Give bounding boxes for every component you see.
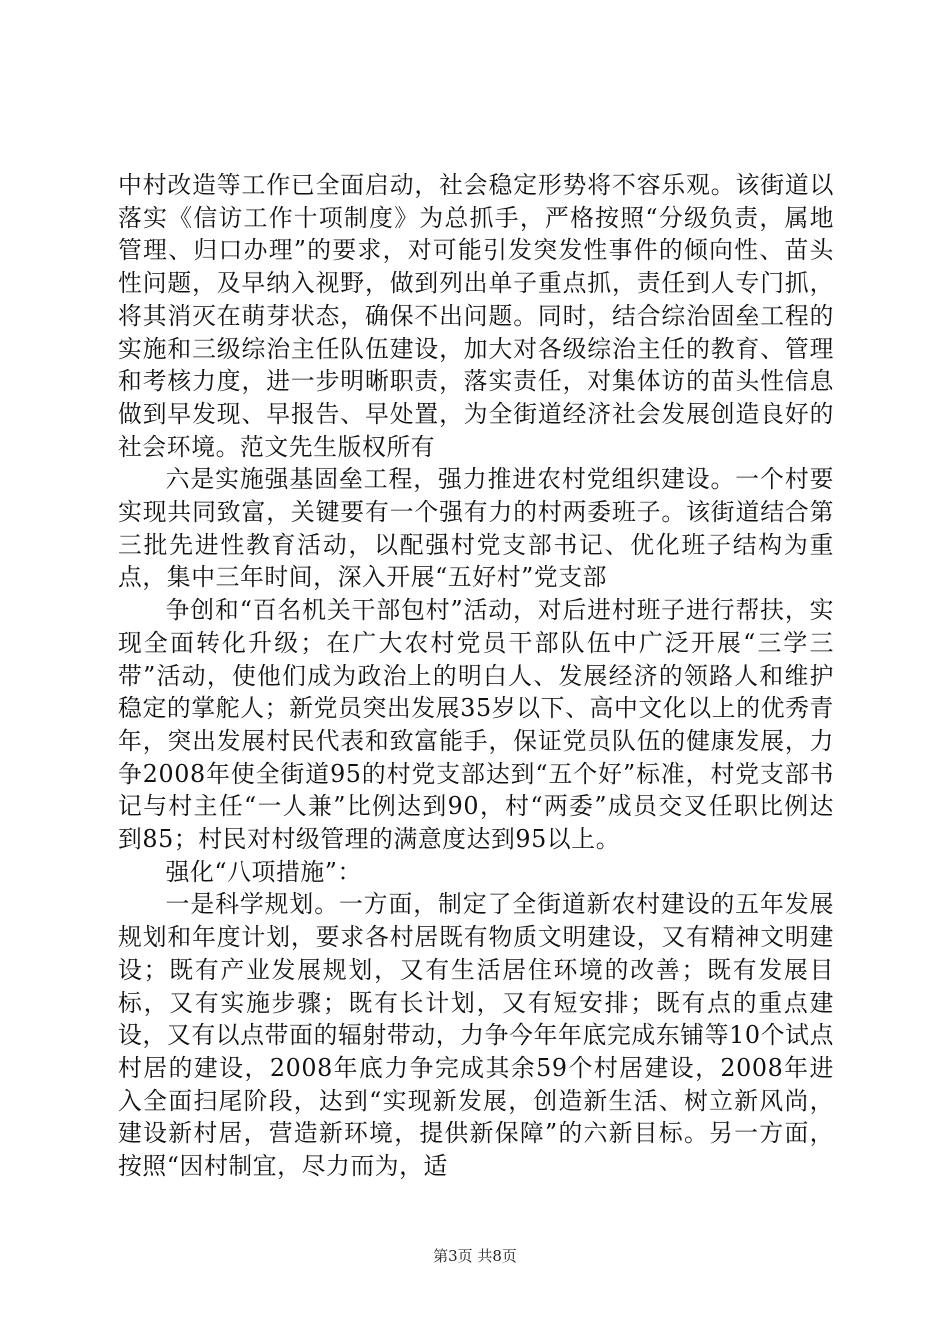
paragraph-party-building: 六是实施强基固垒工程，强力推进农村党组织建设。一个村要实现共同致富，关键要有一个强有力的村两委班子。该街道结合第三批先进性教育活动，以配强村党支部书记、优化班子结构为重点，集中三年时间，深入开展“五好村”党支部 <box>118 465 834 592</box>
paragraph-continued: 中村改造等工作已全面启动，社会稳定形势将不容乐观。该街道以落实《信访工作十项制度》为总抓手，严格按照“分级负责，属地管理、归口办理”的要求，对可能引发突发性事件的倾向性、苗头性问题，及早纳入视野，做到列出单子重点抓，责任到人专门抓，将其消灭在萌芽状态，确保不出问题。同时，结合综治固垒工程的实施和三级综治主任队伍建设，加大对各级综治主任的教育、管理和考核力度，进一步明晰职责，落实责任，对集体访的苗头性信息做到早发现、早报告、早处置，为全街道经济社会发展创造良好的社会环境。范文先生版权所有 <box>118 171 834 461</box>
paragraph-heading-measures: 强化“八项措施”： <box>165 857 362 886</box>
paragraph-planning: 一是科学规划。一方面，制定了全街道新农村建设的五年发展规划和年度计划，要求各村居既有物质文明建设，又有精神文明建设；既有产业发展规划，又有生活居住环境的改善；既有发展目标，又有实施步骤；既有长计划，又有短安排；既有点的重点建设，又有以点带面的辐射带动，力争今年年底完成东铺等10个试点村居的建设，2008年底力争完成其余59个村居建设，2008年进入全面扫尾阶段，达到“实现新发展，创造新生活、树立新风尚，建设新村居，营造新环境，提供新保障”的六新目标。另一方面，按照“因村制宜，尽力而为，适 <box>118 890 834 1181</box>
document-body <box>118 169 834 1183</box>
page-footer: 第3页 共8页 <box>433 1247 517 1265</box>
paragraph-activities: 争创和“百名机关干部包村”活动，对后进村班子进行帮扶，实现全面转化升级；在广大农村党员干部队伍中广泛开展“三学三带”活动，使他们成为政治上的明白人、发展经济的领路人和维护稳定的掌舵人；新党员突出发展35岁以下、高中文化以上的优秀青年，突出发展村民代表和致富能手，保证党员队伍的健康发展，力争2008年使全街道95的村党支部达到“五个好”标准，村党支部书记与村主任“一人兼”比例达到90，村“两委”成员交叉任职比例达到85；村民对村级管理的满意度达到95以上。 <box>118 596 834 854</box>
